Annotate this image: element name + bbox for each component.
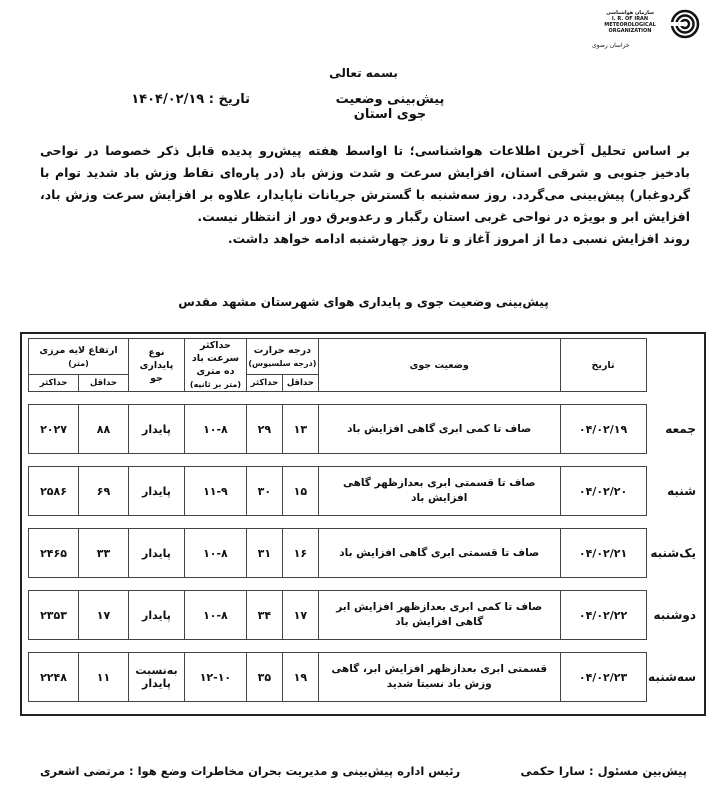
row-date: ۰۴/۰۲/۲۳	[560, 653, 646, 702]
row-mix-min: ۱۱	[79, 653, 129, 702]
title-row	[40, 92, 690, 122]
row-temp-min: ۱۹	[282, 653, 318, 702]
header-mix-max: حداکثر	[29, 375, 79, 392]
row-weather: صاف تا کمی ابری بعدازظهر افزایش ابر گاهی افزایش باد	[318, 591, 560, 640]
organization-logo	[588, 4, 700, 52]
logo-emblem-icon	[670, 4, 700, 44]
row-day: شنبه	[667, 484, 696, 498]
row-mix-min: ۳۳	[79, 529, 129, 578]
date-label: تاریخ :	[208, 92, 250, 107]
table-header-row	[29, 339, 699, 375]
logo-org-name: سازمان هواشناسی I. R. OF IRAN METEOROLOGICAL ORGANIZATION	[604, 10, 656, 34]
row-temp-min: ۱۳	[282, 405, 318, 454]
header-mix-min: حداقل	[79, 375, 129, 392]
header-stability: نوع پایداری جو	[128, 339, 184, 392]
logo-province: خراسان رضوی	[592, 42, 630, 49]
table-row	[29, 467, 699, 516]
row-stability: پایدار	[128, 405, 184, 454]
row-gap	[29, 516, 699, 529]
row-mix-min: ۸۸	[79, 405, 129, 454]
row-temp-min: ۱۶	[282, 529, 318, 578]
row-temp-max: ۳۴	[246, 591, 282, 640]
summary-trend: روند افزایش نسبی دما از امروز آغاز و تا روز چهارشنبه ادامه خواهد داشت.	[227, 231, 690, 246]
row-weather: صاف تا قسمتی ابری گاهی افزایش باد	[318, 529, 560, 578]
row-day: یک‌شنبه	[650, 546, 696, 560]
table-title: پیش‌بینی وضعیت جوی و پایداری هوای شهرستان مشهد مقدس	[178, 295, 549, 309]
row-wind: ۱۰-۸	[184, 405, 246, 454]
table-row	[29, 653, 699, 702]
row-temp-min: ۱۵	[282, 467, 318, 516]
row-gap	[29, 454, 699, 467]
row-weather: صاف تا کمی ابری گاهی افزایش باد	[318, 405, 560, 454]
row-mix-min: ۶۹	[79, 467, 129, 516]
director-signature: رئیس اداره پیش‌بینی و مدیریت بحران مخاطرات وضع هوا : مرتضی اشعری	[40, 764, 461, 778]
summary-paragraph: بر اساس تحلیل آخرین اطلاعات هواشناسی؛ تا اواسط هفته پیش‌رو پدیده قابل ذکر خصوصا در نواحی بادخیز جنوبی و شرقی استان، افزایش سرعت و شدت وزش باد (در پاره‌ای نقاط وزش باد شدید توام با گردوغبار) پیش‌بینی می‌گردد. روز سه‌شنبه با گسترش جریانات ناپایدار، علاوه بر افزایش سرعت وزش باد، افزایش ابر و بویژه در نواحی غربی استان رگبار و رعدوبرق دور از انتظار نیست.	[40, 143, 690, 224]
row-mix-max: ۲۴۶۵	[29, 529, 79, 578]
header-day-spacer	[646, 339, 698, 392]
forecast-table	[28, 338, 698, 702]
header-temp-min: حداقل	[282, 375, 318, 392]
row-weather: صاف تا قسمتی ابری بعدازظهر گاهی افزایش باد	[318, 467, 560, 516]
row-wind: ۱۱-۹	[184, 467, 246, 516]
row-temp-max: ۳۱	[246, 529, 282, 578]
row-temp-max: ۳۵	[246, 653, 282, 702]
row-date: ۰۴/۰۲/۲۰	[560, 467, 646, 516]
forecast-summary	[40, 140, 690, 250]
row-day: جمعه	[665, 422, 696, 436]
header-wind: حداکثر سرعت باد ده متری (متر بر ثانیه)	[184, 339, 246, 392]
table-row	[29, 529, 699, 578]
row-mix-min: ۱۷	[79, 591, 129, 640]
row-stability: پایدار	[128, 529, 184, 578]
issue-date	[131, 92, 250, 107]
row-mix-max: ۲۵۸۶	[29, 467, 79, 516]
date-value: ۱۴۰۴/۰۲/۱۹	[131, 92, 205, 107]
row-stability: پایدار	[128, 467, 184, 516]
table-row	[29, 405, 699, 454]
row-date: ۰۴/۰۲/۲۲	[560, 591, 646, 640]
row-mix-max: ۲۰۲۷	[29, 405, 79, 454]
row-gap	[29, 392, 699, 405]
row-temp-max: ۲۹	[246, 405, 282, 454]
header-temp-max: حداکثر	[246, 375, 282, 392]
row-day: دوشنبه	[653, 608, 696, 622]
row-weather: قسمتی ابری بعدازظهر افزایش ابر، گاهی وزش باد نسبتا شدید	[318, 653, 560, 702]
row-day: سه‌شنبه	[648, 670, 696, 684]
row-date: ۰۴/۰۲/۲۱	[560, 529, 646, 578]
header-date: تاریخ	[560, 339, 646, 392]
row-temp-min: ۱۷	[282, 591, 318, 640]
bismillah-heading: بسمه تعالی	[329, 66, 398, 80]
row-date: ۰۴/۰۲/۱۹	[560, 405, 646, 454]
header-weather: وضعیت جوی	[318, 339, 560, 392]
row-stability: به‌نسبت پایدار	[128, 653, 184, 702]
table-row	[29, 591, 699, 640]
row-temp-max: ۳۰	[246, 467, 282, 516]
row-wind: ۱۰-۸	[184, 591, 246, 640]
header-boundary-layer: ارتفاع لایه مرزی (متر)	[29, 339, 129, 375]
forecaster-signature: پیش‌بین مسئول : سارا حکمی	[520, 764, 687, 778]
page-title: پیش‌بینی وضعیت جوی استان	[335, 92, 445, 122]
row-wind: ۱۰-۸	[184, 529, 246, 578]
row-stability: پایدار	[128, 591, 184, 640]
row-wind: ۱۲-۱۰	[184, 653, 246, 702]
row-mix-max: ۲۳۵۳	[29, 591, 79, 640]
row-gap	[29, 578, 699, 591]
header-temperature: درجه حرارت (درجه سلسیوس)	[246, 339, 318, 375]
row-gap	[29, 640, 699, 653]
row-mix-max: ۲۲۴۸	[29, 653, 79, 702]
